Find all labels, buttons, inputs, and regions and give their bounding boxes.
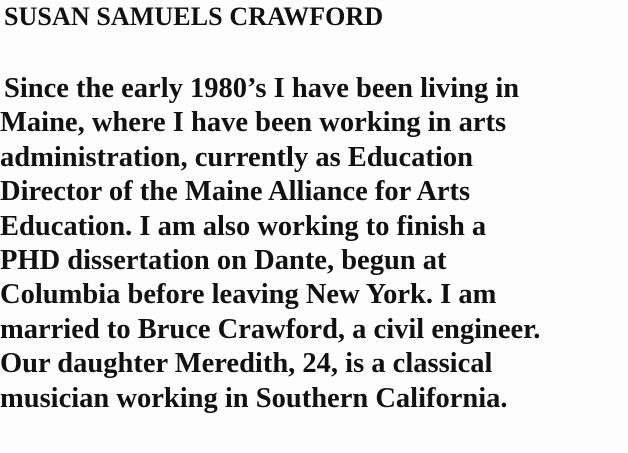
body-line: Our daughter Meredith, 24, is a classical [0,348,493,380]
body-line: Director of the Maine Alliance for Arts [0,176,471,208]
body-line: married to Bruce Crawford, a civil engineer. [0,313,541,345]
body-line: Since the early 1980’s I have been living in [4,73,520,104]
body-line: Maine, where I have been working in arts [0,107,507,139]
body-line: Education. I am also working to finish a [0,210,487,242]
document-heading: SUSAN SAMUELS CRAWFORD [4,2,384,31]
body-line: Columbia before leaving New York. I am [0,279,497,311]
body-line: musician working in Southern California. [0,382,508,414]
document-body [0,72,628,416]
body-line: PHD dissertation on Dante, begun at [0,245,447,277]
body-line: administration, currently as Education [0,141,473,173]
